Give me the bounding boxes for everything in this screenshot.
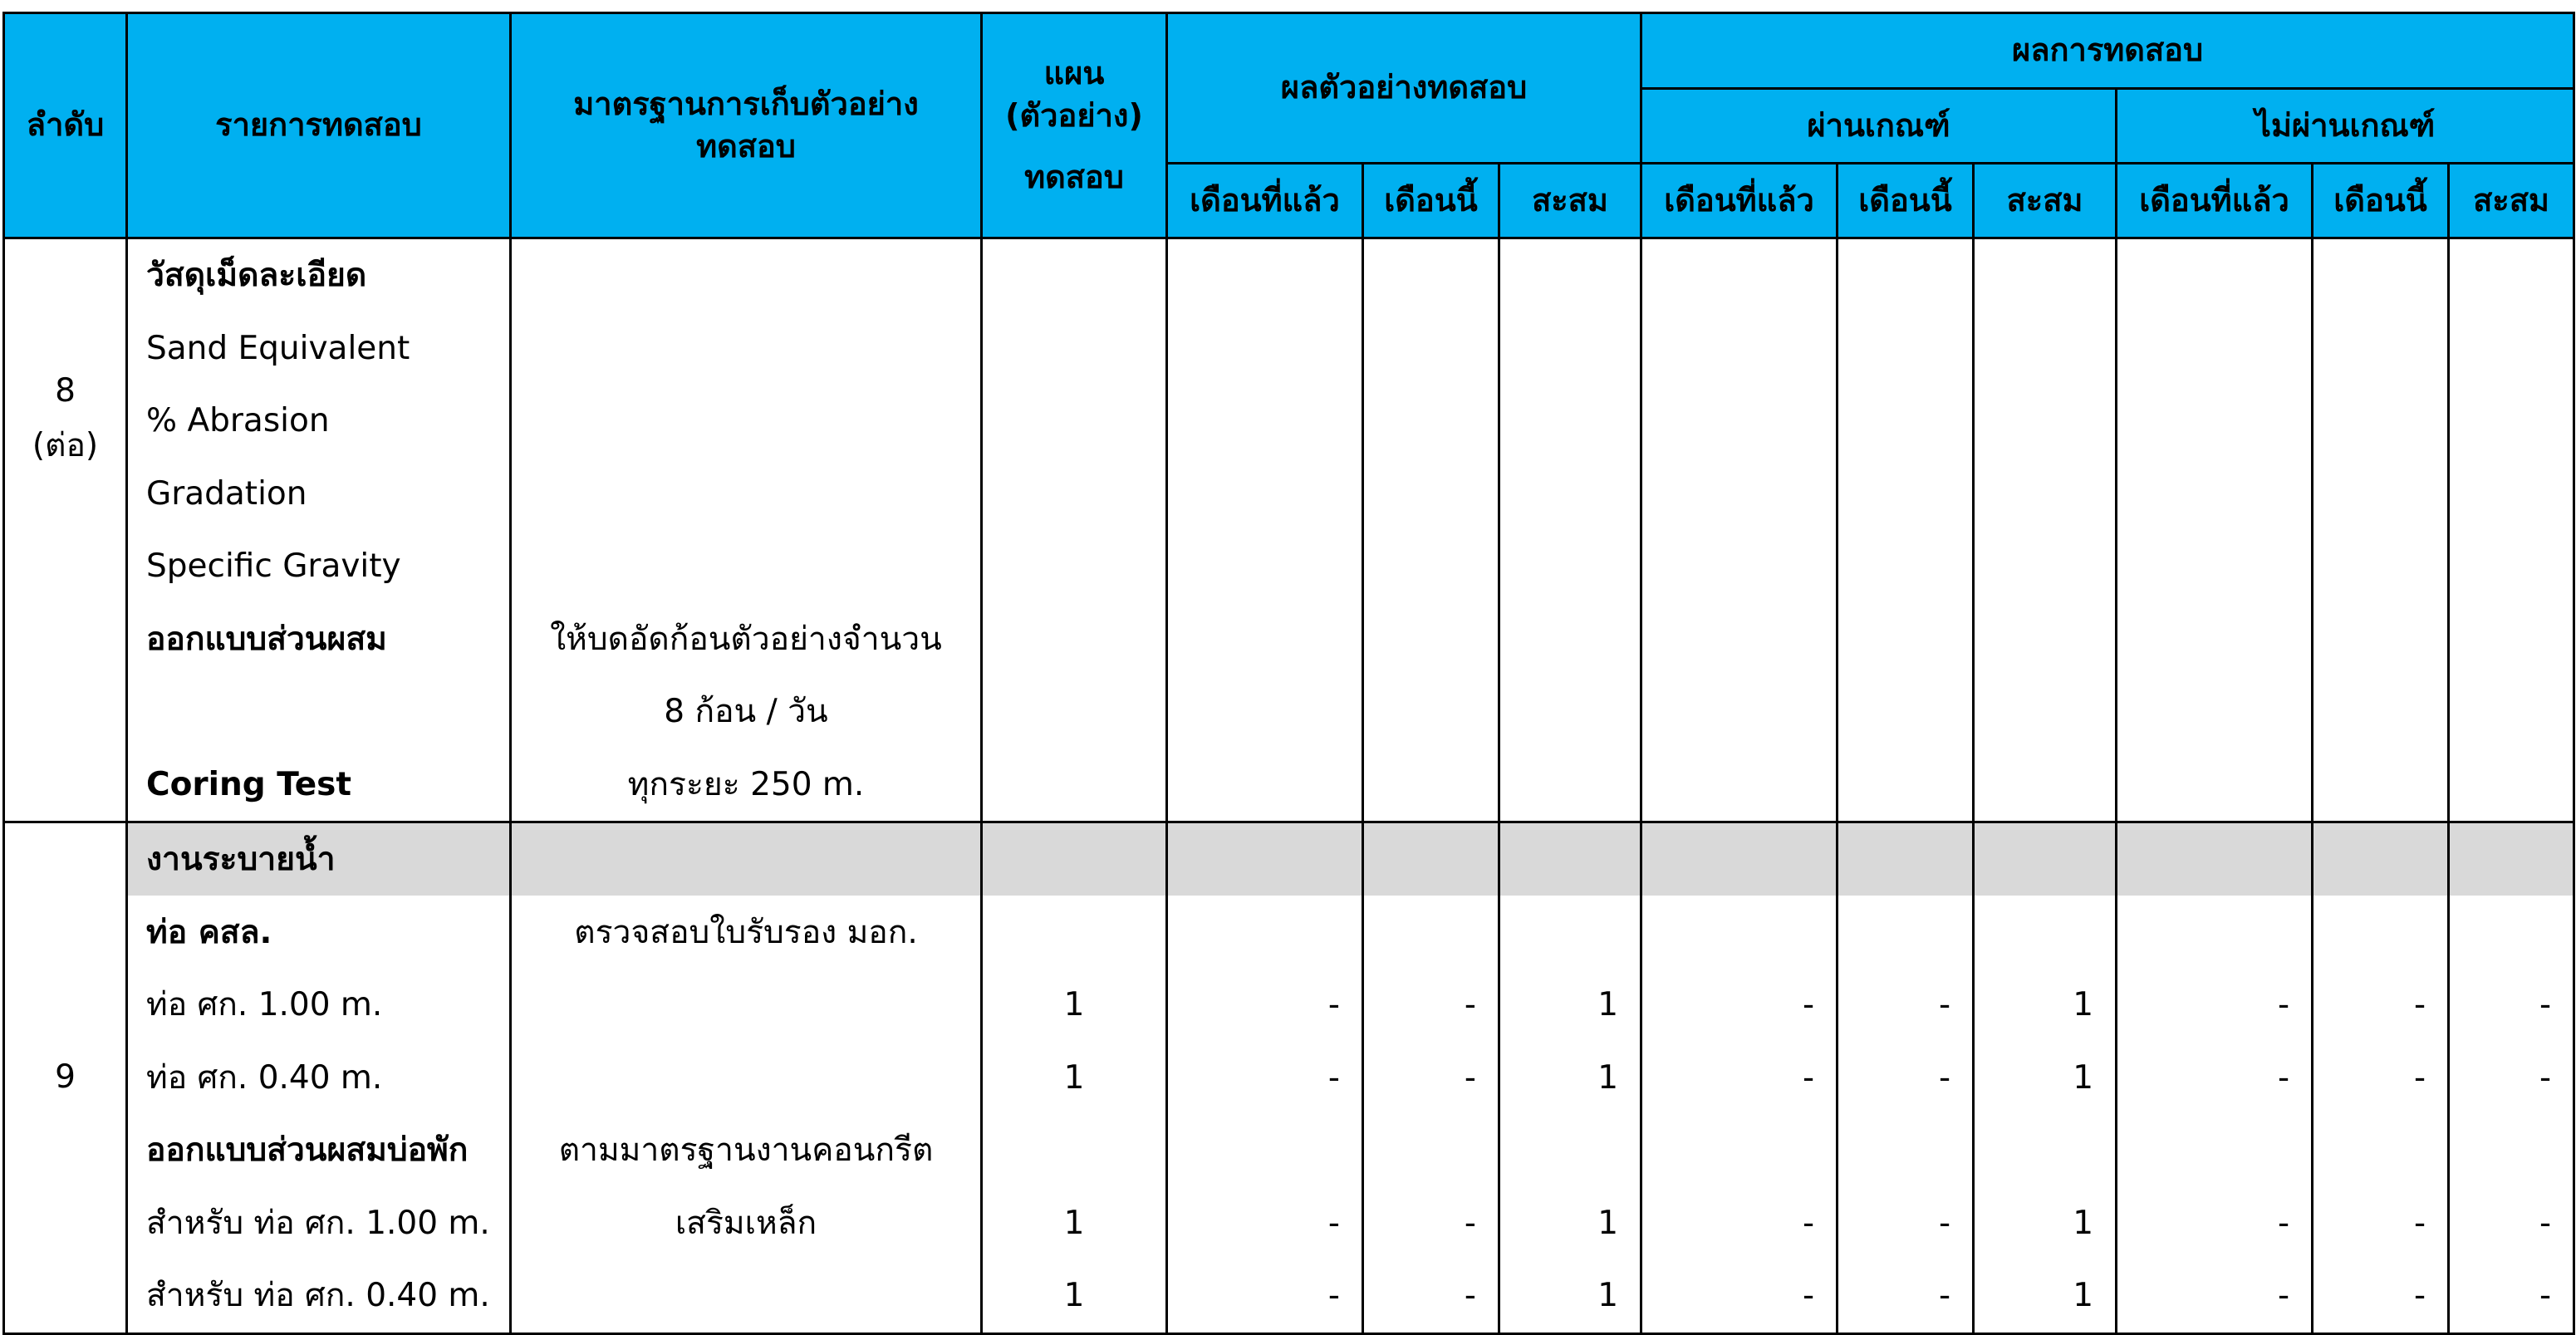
row9-pass-prev-line	[1642, 1114, 1814, 1187]
row9-sample-prev-line	[1168, 896, 1340, 969]
row9-fail-this-line: -	[2413, 986, 2426, 1023]
row9-pass-this-line: -	[1938, 1058, 1951, 1097]
row9-standard-line: ตามมาตรฐานงานคอนกรีต	[558, 1131, 934, 1169]
row9-pass-cum-line: 1	[2073, 1277, 2094, 1314]
row9-pass-prev-line	[1642, 823, 1814, 896]
row9-fail-prev-line: -	[2277, 986, 2290, 1023]
header-plan-line3: ทดสอบ	[1024, 158, 1124, 195]
header-plan-line1: แผน	[1043, 55, 1105, 92]
row9-fail-prev	[2117, 822, 2313, 1334]
header-pass-this: เดือนนี้	[1838, 164, 1974, 238]
row9-items-line: งานระบายน้ำ	[146, 841, 336, 878]
test-results-table	[2, 12, 2575, 1335]
header-results: ผลการทดสอบ	[1641, 13, 2574, 89]
row9-items-line: ออกแบบส่วนผสมบ่อพัก	[146, 1131, 469, 1169]
row8-standard-line	[512, 458, 980, 531]
row9-pass-this-line	[1838, 896, 1950, 969]
row8-seq	[4, 238, 127, 822]
header-fail-prev: เดือนที่แล้ว	[2117, 164, 2313, 238]
row9-fail-cum-line	[2450, 1114, 2551, 1187]
row9-seq-number: 9	[55, 1058, 76, 1096]
header-plan	[982, 13, 1167, 238]
row8-plan	[982, 238, 1167, 822]
row8-items	[127, 238, 511, 822]
row8-fail-prev	[2117, 238, 2313, 822]
table-row-9	[4, 822, 2574, 1334]
row9-pass-prev-line: -	[1802, 1277, 1815, 1314]
row9-items-line: สำหรับ ท่อ ศก. 0.40 m.	[146, 1277, 490, 1314]
row8-fail-cum	[2449, 238, 2574, 822]
row9-plan-line: 1	[1063, 986, 1085, 1023]
row9-standard-line: ตรวจสอบใบรับรอง มอก.	[574, 913, 918, 951]
results-table-wrapper	[2, 12, 2575, 1335]
row8-standard-line: 8 ก้อน / วัน	[664, 693, 828, 730]
row8-items-line: Sand Equivalent	[146, 329, 410, 367]
row9-fail-this-line: -	[2413, 1277, 2426, 1314]
row9-fail-prev-line: -	[2277, 1058, 2290, 1097]
header-sample-prev: เดือนที่แล้ว	[1167, 164, 1363, 238]
row9-sample-cum-line	[1500, 896, 1618, 969]
row9-sample-cum	[1499, 822, 1641, 1334]
row9-fail-this-line	[2313, 823, 2426, 896]
row8-fail-this	[2313, 238, 2449, 822]
row9-fail-prev-line	[2117, 896, 2289, 969]
header-plan-line2: (ตัวอย่าง)	[1005, 97, 1143, 135]
row9-pass-prev-line: -	[1802, 1058, 1815, 1097]
row9-pass-prev-line: -	[1802, 1204, 1815, 1242]
row9-sample-prev-line	[1168, 1114, 1340, 1187]
row9-sample-cum-line	[1500, 1114, 1618, 1187]
row9-items	[127, 822, 511, 1334]
row9-sample-this-line: -	[1464, 1058, 1476, 1097]
row8-standard-line	[512, 530, 980, 603]
table-row-8	[4, 238, 2574, 822]
header-seq: ลำดับ	[4, 13, 127, 238]
row9-plan	[982, 822, 1167, 1334]
row9-fail-cum-line	[2450, 896, 2551, 969]
header-sample-this: เดือนนี้	[1363, 164, 1499, 238]
row9-pass-prev-line	[1642, 896, 1814, 969]
row8-items-line: % Abrasion	[146, 402, 330, 439]
row9-pass-cum-line	[1975, 823, 2093, 896]
row9-pass-cum-line	[1975, 1114, 2093, 1187]
row9-fail-prev-line: -	[2277, 1204, 2290, 1242]
row9-standard-line	[512, 969, 980, 1042]
row9-sample-this-line	[1364, 823, 1476, 896]
row9-standard-line: เสริมเหล็ก	[675, 1204, 817, 1242]
row9-standard-line	[512, 1259, 980, 1333]
row9-sample-cum-line: 1	[1597, 1058, 1619, 1097]
row8-standard-line	[512, 239, 980, 312]
row9-sample-this-line	[1364, 896, 1476, 969]
row9-plan-line	[983, 823, 1165, 896]
header-fail-this: เดือนนี้	[2313, 164, 2449, 238]
row9-pass-cum-line: 1	[2073, 986, 2094, 1023]
row9-items-line: ท่อ ศก. 1.00 m.	[146, 986, 383, 1023]
row9-items-line: ท่อ ศก. 0.40 m.	[146, 1058, 383, 1097]
row8-standard-line	[512, 312, 980, 385]
row9-sample-prev-line	[1168, 823, 1340, 896]
row9-sample-cum-line: 1	[1597, 1277, 1619, 1314]
row8-items-line	[146, 675, 509, 748]
header-fail: ไม่ผ่านเกณฑ์	[2117, 89, 2574, 164]
row8-pass-prev	[1641, 238, 1838, 822]
row9-sample-cum-line: 1	[1597, 1204, 1619, 1242]
row8-standard-line	[512, 385, 980, 458]
row9-fail-cum-line: -	[2539, 1277, 2552, 1314]
row9-items-line: ท่อ คสล.	[146, 913, 272, 951]
row9-sample-cum-line: 1	[1597, 986, 1619, 1023]
row8-seq-continued: (ต่อ)	[32, 427, 99, 464]
row8-standard-line: ทุกระยะ 250 m.	[627, 765, 865, 803]
row9-fail-this	[2313, 822, 2449, 1334]
row8-seq-number: 8	[55, 372, 76, 410]
row8-items-line: Specific Gravity	[146, 547, 401, 585]
row9-sample-this-line: -	[1464, 1277, 1476, 1314]
row9-plan-line	[983, 1114, 1165, 1187]
row9-fail-prev-line: -	[2277, 1277, 2290, 1314]
row8-items-line: ออกแบบส่วนผสม	[146, 620, 387, 658]
row9-fail-prev-line	[2117, 1114, 2289, 1187]
row9-standard-line	[512, 1042, 980, 1115]
row8-items-line: Coring Test	[146, 765, 352, 803]
row9-pass-cum-line: 1	[2073, 1204, 2094, 1242]
row9-fail-this-line	[2313, 896, 2426, 969]
row9-pass-prev-line: -	[1802, 986, 1815, 1023]
row9-pass-prev	[1641, 822, 1838, 1334]
header-pass-cum: สะสม	[1974, 164, 2117, 238]
row9-fail-this-line	[2313, 1114, 2426, 1187]
row8-pass-this	[1838, 238, 1974, 822]
row9-pass-cum-line: 1	[2073, 1058, 2094, 1097]
row9-fail-cum-line	[2450, 823, 2551, 896]
row9-pass-cum	[1974, 822, 2117, 1334]
row9-plan-line: 1	[1063, 1277, 1085, 1314]
header-pass-prev: เดือนที่แล้ว	[1641, 164, 1838, 238]
row9-plan-line: 1	[1063, 1058, 1085, 1097]
row9-sample-prev-line: -	[1327, 1204, 1340, 1242]
row9-standard	[511, 822, 982, 1334]
row9-pass-this	[1838, 822, 1974, 1334]
row9-fail-cum-line: -	[2539, 1058, 2552, 1097]
row9-pass-cum-line	[1975, 896, 2093, 969]
header-standard: มาตรฐานการเก็บตัวอย่างทดสอบ	[511, 13, 982, 238]
header-item: รายการทดสอบ	[127, 13, 511, 238]
header-pass: ผ่านเกณฑ์	[1641, 89, 2117, 164]
header-fail-cum: สะสม	[2449, 164, 2574, 238]
header-samples: ผลตัวอย่างทดสอบ	[1167, 13, 1641, 164]
row9-pass-this-line: -	[1938, 1277, 1951, 1314]
row9-sample-cum-line	[1500, 823, 1618, 896]
row9-sample-this-line: -	[1464, 986, 1476, 1023]
row9-sample-prev-line: -	[1327, 1058, 1340, 1097]
table-header	[4, 13, 2574, 238]
row9-sample-this	[1363, 822, 1499, 1334]
row9-fail-cum-line: -	[2539, 1204, 2552, 1242]
row8-pass-cum	[1974, 238, 2117, 822]
row9-sample-prev	[1167, 822, 1363, 1334]
row9-fail-cum-line: -	[2539, 986, 2552, 1023]
row9-pass-this-line: -	[1938, 986, 1951, 1023]
header-sample-cum: สะสม	[1499, 164, 1641, 238]
row9-pass-this-line	[1838, 823, 1950, 896]
row9-items-line: สำหรับ ท่อ ศก. 1.00 m.	[146, 1204, 490, 1242]
row9-standard-line	[512, 823, 980, 896]
row8-standard-line: ให้บดอัดก้อนตัวอย่างจำนวน	[550, 620, 942, 658]
row9-pass-this-line: -	[1938, 1204, 1951, 1242]
row9-seq	[4, 822, 127, 1334]
row9-fail-cum	[2449, 822, 2574, 1334]
row9-fail-prev-line	[2117, 823, 2289, 896]
row8-items-line: วัสดุเม็ดละเอียด	[146, 257, 367, 294]
row9-fail-this-line: -	[2413, 1204, 2426, 1242]
row9-sample-prev-line: -	[1327, 986, 1340, 1023]
row9-sample-prev-line: -	[1327, 1277, 1340, 1314]
row8-sample-this	[1363, 238, 1499, 822]
row9-fail-this-line: -	[2413, 1058, 2426, 1097]
row8-sample-prev	[1167, 238, 1363, 822]
row9-plan-line	[983, 896, 1165, 969]
row8-standard	[511, 238, 982, 822]
row9-sample-this-line: -	[1464, 1204, 1476, 1242]
row8-items-line: Gradation	[146, 474, 307, 513]
row9-pass-this-line	[1838, 1114, 1950, 1187]
row9-sample-this-line	[1364, 1114, 1476, 1187]
row8-sample-cum	[1499, 238, 1641, 822]
row9-plan-line: 1	[1063, 1204, 1085, 1242]
